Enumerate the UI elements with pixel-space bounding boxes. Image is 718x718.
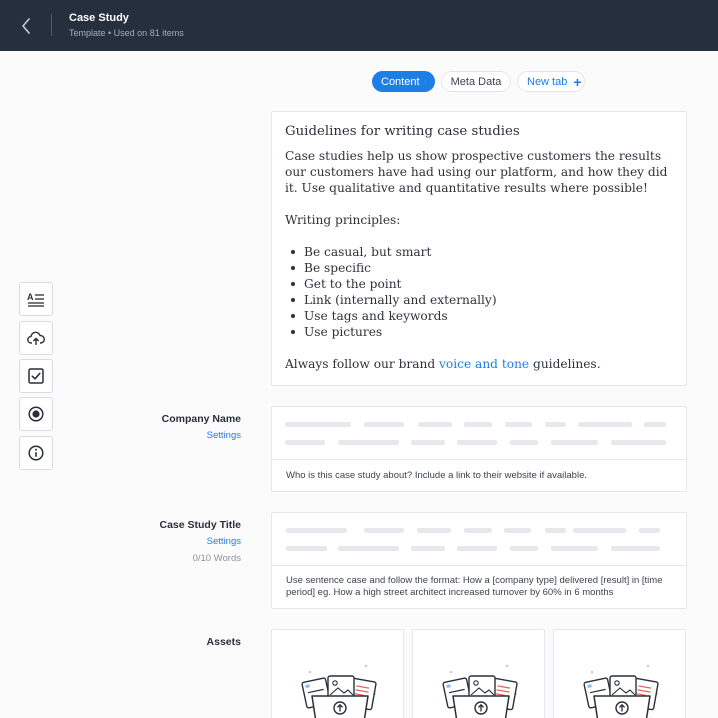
radio-tool[interactable] <box>19 397 53 431</box>
assets-label: Assets <box>206 636 241 648</box>
asset-upload-tile[interactable] <box>412 629 545 718</box>
page-subtitle: Template • Used on 81 items <box>69 28 184 38</box>
tab-meta-data[interactable] <box>441 71 511 92</box>
company-name-input[interactable] <box>272 407 686 460</box>
text-block-tool[interactable] <box>19 282 53 316</box>
word-count: 0/10 Words <box>192 553 241 564</box>
svg-text:A: A <box>27 292 34 302</box>
principles-list <box>289 244 673 340</box>
list-item: Get to the point <box>289 276 673 292</box>
page-title: Case Study <box>69 12 129 24</box>
list-item: Use tags and keywords <box>289 308 673 324</box>
tab-meta-data-label: Meta Data <box>450 75 502 88</box>
guidelines-footer <box>285 356 673 372</box>
guidelines-title: Guidelines for writing case studies <box>285 124 520 139</box>
info-icon <box>28 445 44 461</box>
case-study-title-settings-link[interactable]: Settings <box>206 536 241 547</box>
back-button[interactable] <box>14 14 38 38</box>
guidelines-card <box>271 111 687 386</box>
voice-and-tone-link[interactable]: voice and tone <box>439 357 530 371</box>
tab-new-label: New tab <box>527 75 568 88</box>
company-name-settings-link[interactable]: Settings <box>206 430 241 441</box>
top-bar <box>0 0 718 51</box>
plus-icon: + <box>573 73 582 90</box>
case-study-title-input[interactable] <box>272 513 686 566</box>
guidelines-intro: Case studies help us show prospective customers the results our customers have had using our platform, and how they did it. Use qualitative and quantitative results where possible! <box>285 149 668 195</box>
tab-content[interactable] <box>372 71 435 92</box>
list-item: Be specific <box>289 260 673 276</box>
checkbox-tool[interactable] <box>19 359 53 393</box>
cloud-upload-icon <box>27 331 45 345</box>
tab-new[interactable] <box>517 71 585 92</box>
principles-heading: Writing principles: <box>285 213 401 227</box>
list-item: Use pictures <box>289 324 673 340</box>
case-study-title-help: Use sentence case and follow the format: How a [company type] delivered [result] in [time period] eg. How a high street architect increased turnover by 60% in 6 months <box>286 575 663 598</box>
header-divider <box>51 14 52 36</box>
radio-icon <box>28 406 44 422</box>
upload-illustration-icon <box>580 662 664 718</box>
company-name-field <box>271 406 687 492</box>
footer-text-before: Always follow our brand <box>285 357 440 371</box>
company-name-label: Company Name <box>161 413 241 425</box>
gear-icon[interactable] <box>425 77 426 87</box>
tab-content-label: Content <box>381 75 420 88</box>
asset-upload-tile[interactable] <box>271 629 404 718</box>
checkbox-icon <box>28 368 44 384</box>
case-study-title-label: Case Study Title <box>159 519 241 531</box>
upload-tool[interactable] <box>19 321 53 355</box>
upload-illustration-icon <box>298 662 382 718</box>
list-item: Link (internally and externally) <box>289 292 673 308</box>
info-tool[interactable] <box>19 436 53 470</box>
footer-text-after: guidelines. <box>529 357 601 371</box>
upload-illustration-icon <box>439 662 523 718</box>
company-name-help: Who is this case study about? Include a link to their website if available. <box>286 470 587 481</box>
case-study-title-field <box>271 512 687 609</box>
asset-upload-tile[interactable] <box>553 629 686 718</box>
text-lines-icon <box>27 291 45 307</box>
list-item: Be casual, but smart <box>289 244 673 260</box>
chevron-left-icon <box>20 18 32 34</box>
